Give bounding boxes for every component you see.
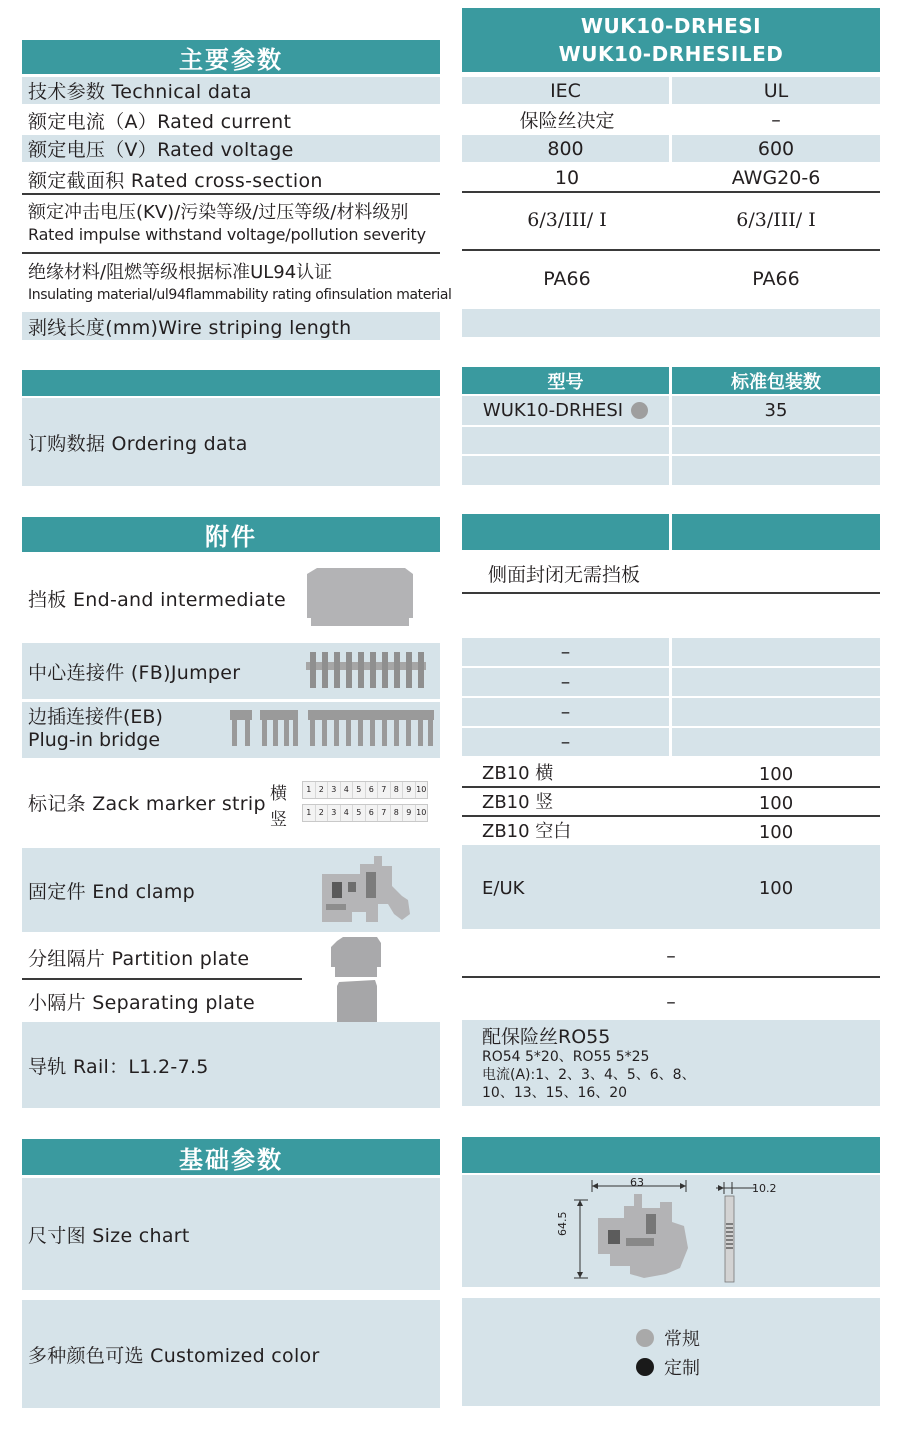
row-impulse-ul: 6/3/III/ I: [736, 209, 816, 231]
plug-bridge-value: –: [462, 728, 669, 756]
row-insulation-label: [28, 262, 452, 308]
row-rated-current-ul: –: [771, 109, 781, 131]
marker-strip-vertical: [302, 804, 428, 822]
marker-cell: 10: [416, 808, 427, 817]
row-striping-value: [462, 309, 880, 337]
jumper-value-right: [672, 638, 880, 666]
marker-cell: 7: [378, 782, 391, 798]
marker-qty: 100: [758, 792, 794, 814]
marker-cell: 3: [328, 782, 341, 798]
marker-orient-h: 横: [270, 784, 287, 804]
marker-cell: 10: [416, 785, 427, 794]
color-panel: [462, 1298, 880, 1406]
ordering-row: [462, 427, 669, 454]
separating-image: [335, 980, 379, 1022]
marker-qty: 100: [758, 821, 794, 843]
ordering-row: [462, 396, 669, 425]
main-params-header: 主要参数: [22, 40, 440, 74]
row-rated-current-merged: 保险丝决定: [519, 109, 615, 132]
row-label-en: Insulating material/ul94flammability rating ofinsulation material: [28, 287, 452, 303]
model-header-line2: WUK10-DRHESILED: [558, 42, 784, 66]
basic-params-right-header: [462, 1137, 880, 1173]
marker-cell: 1: [303, 805, 316, 821]
divider: [462, 592, 880, 594]
separating-value: –: [666, 991, 676, 1013]
jumper-image: [306, 650, 428, 690]
row-label: 剥线长度(mm)Wire striping length: [28, 316, 352, 339]
divider: [22, 252, 440, 254]
color-option-label: 常规: [664, 1329, 700, 1350]
marker-cell: 6: [366, 805, 379, 821]
ordering-row: [672, 456, 880, 485]
model-header: [462, 8, 880, 72]
plug-bridge-value-right: [672, 728, 880, 756]
marker-cell: 9: [403, 805, 416, 821]
plug-bridge-label-cn: 边插连接件(EB): [28, 706, 163, 728]
row-label-en: Rated impulse withstand voltage/pollution severity: [28, 225, 426, 244]
partition-image: [331, 937, 383, 977]
marker-cell: 4: [341, 805, 354, 821]
row-label-cn: 绝缘材料/阻燃等级根据标准UL94认证: [28, 262, 333, 283]
grey-color-dot-icon: [631, 402, 648, 419]
standard-color-dot-icon: [636, 1329, 654, 1347]
row-insulation-iec: PA66: [543, 268, 591, 290]
row-label: 技术参数 Technical data: [28, 81, 252, 103]
dim-width: 63: [630, 1176, 644, 1189]
jumper-value: –: [462, 668, 669, 696]
marker-label-text: 标记条 Zack marker strip: [28, 792, 266, 815]
row-impulse-iec: 6/3/III/ I: [527, 209, 607, 231]
marker-cell: 5: [353, 805, 366, 821]
divider: [462, 976, 880, 978]
divider: [22, 978, 302, 980]
end-clamp-model: E/UK: [482, 877, 525, 899]
row-striping-label: [22, 312, 440, 340]
row-cross-section-iec: 10: [554, 167, 580, 189]
marker-cell: 8: [391, 782, 404, 798]
partition-label: [22, 940, 302, 974]
separating-label: [22, 984, 302, 1018]
row-label: 额定电压（V）Rated voltage: [28, 139, 294, 161]
marker-model: ZB10 横: [482, 763, 554, 784]
row-label: 额定截面积 Rated cross-section: [28, 169, 323, 192]
marker-cell: 2: [316, 805, 329, 821]
ordering-package: 35: [672, 396, 880, 425]
marker-cell: 4: [341, 782, 354, 798]
size-chart-label: [22, 1178, 440, 1290]
marker-model: ZB10 空白: [482, 821, 572, 842]
color-label-text: 多种颜色可选 Customized color: [28, 1344, 320, 1367]
size-chart-label-text: 尺寸图 Size chart: [28, 1224, 190, 1247]
accessories-header: 附件: [22, 517, 440, 552]
ordering-model: WUK10-DRHESI: [482, 400, 624, 421]
marker-cell: 9: [403, 782, 416, 798]
row-technical-data-label: [22, 77, 440, 104]
divider: [22, 193, 440, 195]
row-rated-voltage-ul: 600: [672, 135, 880, 162]
marker-model: ZB10 竖: [482, 792, 554, 813]
marker-cell: 2: [316, 782, 329, 798]
ordering-col-package: 标准包装数: [672, 367, 880, 394]
marker-orient-v: 竖: [270, 810, 287, 830]
marker-cell: 8: [391, 805, 404, 821]
row-rated-current-label: [22, 106, 440, 134]
color-option: [636, 1355, 700, 1379]
end-clamp-image: [318, 856, 414, 928]
row-impulse-label: [28, 202, 440, 248]
marker-cell: 7: [378, 805, 391, 821]
plug-bridge-value-right: [672, 698, 880, 726]
rail-label-text: 导轨 Rail：L1.2-7.5: [28, 1055, 209, 1078]
dim-thickness: 10.2: [752, 1182, 777, 1195]
ordering-row: [462, 456, 669, 485]
plug-bridge-label-en: Plug-in bridge: [28, 729, 161, 751]
rail-fuse-info: [462, 1020, 880, 1106]
model-header-line1: WUK10-DRHESI: [580, 14, 762, 38]
row-cross-section-ul: AWG20-6: [731, 167, 821, 189]
marker-cell: 1: [303, 782, 316, 798]
partition-label-text: 分组隔片 Partition plate: [28, 947, 250, 970]
divider: [462, 249, 880, 251]
plug-bridge-value: –: [462, 698, 669, 726]
basic-params-header: 基础参数: [22, 1139, 440, 1175]
marker-label: [22, 786, 272, 818]
end-plate-label-text: 挡板 End-and intermediate: [28, 588, 286, 611]
jumper-value: –: [462, 638, 669, 666]
color-option: [636, 1326, 700, 1350]
marker-cell: 5: [353, 782, 366, 798]
row-label-cn: 额定冲击电压(KV)/污染等级/过压等级/材料级别: [28, 202, 409, 223]
end-clamp-label-text: 固定件 End clamp: [28, 880, 196, 903]
fuse-line: 电流(A):1、2、3、4、5、6、8、: [482, 1067, 696, 1083]
plug-bridge-label: [28, 706, 228, 754]
ordering-left-header: [22, 370, 440, 396]
separating-label-text: 小隔片 Separating plate: [28, 991, 255, 1014]
ordering-label-text: 订购数据 Ordering data: [28, 432, 248, 455]
row-rated-voltage-iec: 800: [462, 135, 669, 162]
row-label: 额定电流（A）Rated current: [28, 110, 292, 133]
row-rated-voltage-label: [22, 135, 440, 162]
fuse-line: 10、13、15、16、20: [482, 1085, 628, 1101]
marker-cell: 6: [366, 782, 379, 798]
row-technical-data-ul: UL: [672, 77, 880, 104]
end-clamp-qty: 100: [758, 877, 794, 899]
marker-strip-horizontal: [302, 781, 428, 799]
fuse-title: 配保险丝RO55: [482, 1026, 611, 1048]
dim-height: 64.5: [556, 1211, 569, 1236]
row-cross-section-label: [22, 165, 440, 193]
accessories-right-header-right: [672, 514, 880, 550]
color-option-label: 定制: [664, 1358, 700, 1379]
ordering-row: [672, 427, 880, 454]
marker-cell: 3: [328, 805, 341, 821]
color-label: [22, 1300, 440, 1408]
end-plate-image: [305, 568, 415, 626]
jumper-label-text: 中心连接件 (FB)Jumper: [28, 661, 241, 684]
fuse-line: RO54 5*20、RO55 5*25: [482, 1049, 650, 1065]
ordering-label: [22, 398, 440, 486]
divider: [462, 191, 880, 193]
end-plate-value: 侧面封闭无需挡板: [488, 563, 641, 586]
rail-label: [22, 1022, 440, 1108]
custom-color-dot-icon: [636, 1358, 654, 1376]
jumper-value-right: [672, 668, 880, 696]
plug-bridge-image: [228, 708, 438, 748]
marker-qty: 100: [758, 763, 794, 785]
accessories-right-header-left: [462, 514, 669, 550]
row-insulation-ul: PA66: [752, 268, 800, 290]
ordering-col-model: 型号: [462, 367, 669, 394]
row-technical-data-iec: IEC: [462, 77, 669, 104]
partition-value: –: [666, 945, 676, 967]
end-plate-label: [22, 580, 302, 616]
